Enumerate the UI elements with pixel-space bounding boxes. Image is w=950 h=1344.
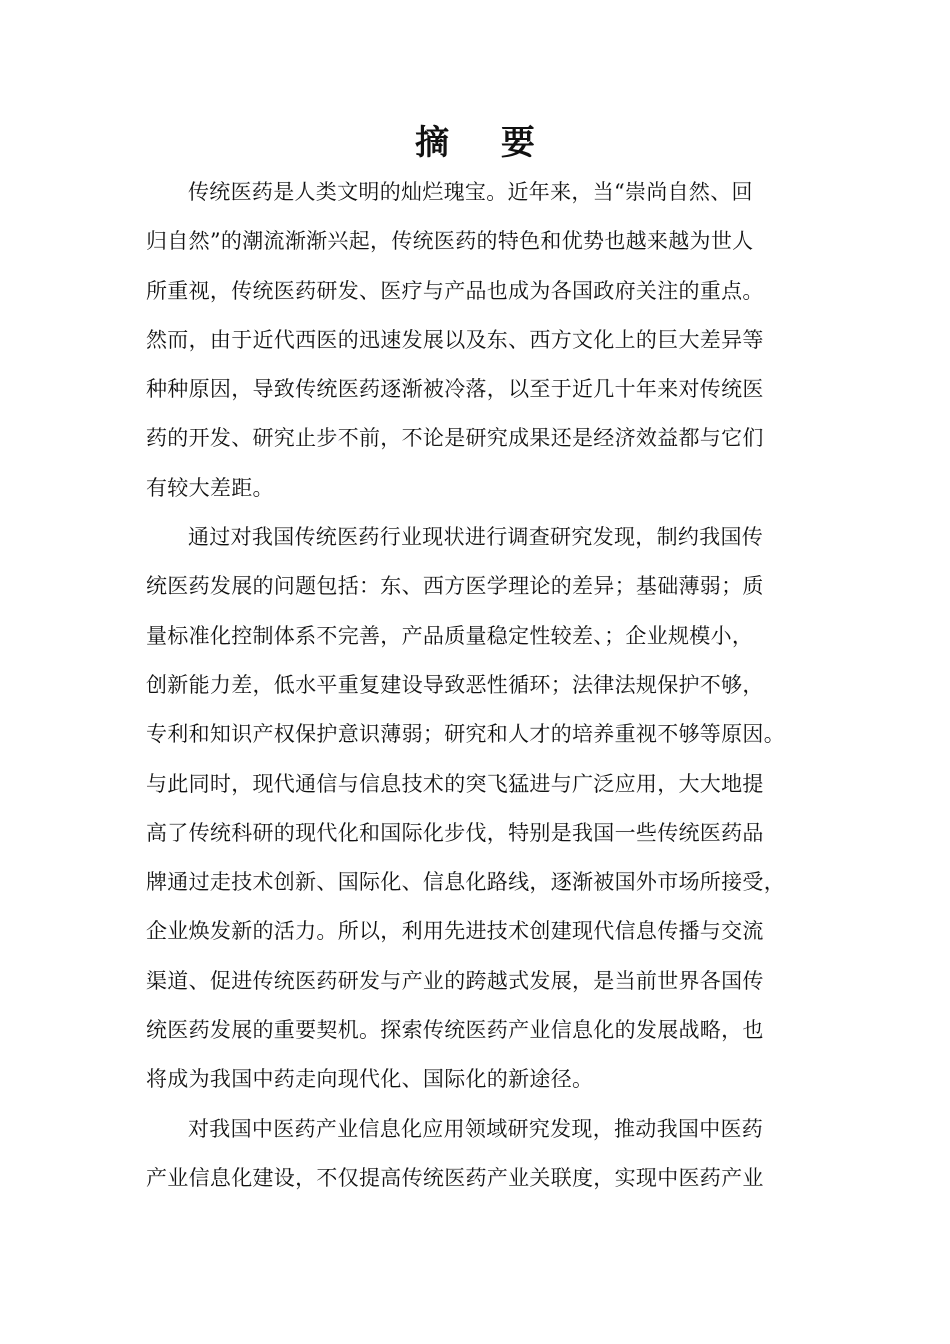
text-line: 产业信息化建设，不仅提高传统医药产业关联度，实现中医药产业	[146, 1165, 764, 1190]
text-line: 所重视，传统医药研发、医疗与产品也成为各国政府关注的重点。	[146, 278, 764, 303]
text-line: 药的开发、研究止步不前，不论是研究成果还是经济效益都与它们	[146, 426, 764, 451]
text-line: 通过对我国传统医药行业现状进行调查研究发现，制约我国传	[188, 525, 764, 550]
text-line: 统医药发展的问题包括：东、西方医学理论的差异；基础薄弱；质	[146, 574, 764, 599]
text-line: 传统医药是人类文明的灿烂瑰宝。近年来，当“崇尚自然、回	[188, 180, 753, 204]
text-line: 将成为我国中药走向现代化、国际化的新途径。	[146, 1067, 594, 1092]
abstract-body	[146, 168, 812, 1203]
text-line: 种种原因，导致传统医药逐渐被冷落，以至于近几十年来对传统医	[146, 377, 764, 402]
text-line: 有较大差距。	[146, 475, 274, 500]
text-line: 牌通过走技术创新、国际化、信息化路线，逐渐被国外市场所接受，	[146, 870, 785, 895]
text-line: 然而，由于近代西医的迅速发展以及东、西方文化上的巨大差异等	[146, 327, 764, 352]
text-line: 归自然”的潮流渐渐兴起，传统医药的特色和优势也越来越为世人	[146, 229, 754, 254]
text-line: 高了传统科研的现代化和国际化步伐，特别是我国一些传统医药品	[146, 820, 764, 845]
text-line: 统医药发展的重要契机。探索传统医药产业信息化的发展战略，也	[146, 1018, 764, 1043]
text-line: 创新能力差，低水平重复建设导致恶性循环；法律法规保护不够，	[146, 672, 764, 697]
page-title: 摘 要	[415, 123, 555, 163]
text-line: 与此同时，现代通信与信息技术的突飞猛进与广泛应用，大大地提	[146, 771, 764, 796]
text-line: 渠道、促进传统医药研发与产业的跨越式发展，是当前世界各国传	[146, 968, 764, 993]
text-line: 量标准化控制体系不完善，产品质量稳定性较差、；企业规模小，	[146, 623, 754, 648]
text-line: 专利和知识产权保护意识薄弱；研究和人才的培养重视不够等原因。	[146, 722, 785, 747]
text-line: 企业焕发新的活力。所以，利用先进技术创建现代信息传播与交流	[146, 919, 764, 944]
text-line: 对我国中医药产业信息化应用领域研究发现，推动我国中医药	[188, 1116, 764, 1141]
